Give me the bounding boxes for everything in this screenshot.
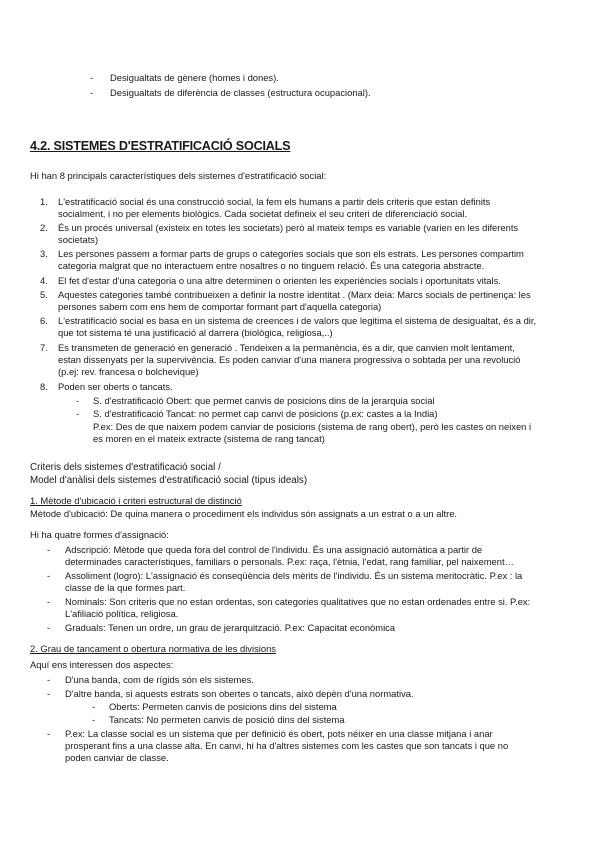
aspects-intro: Aquí ens interessen dos aspectes: (30, 659, 174, 670)
list-number: 6. (40, 315, 48, 326)
aspect-sub-item: Oberts: Permeten canvis de posicions dins del sistema (109, 701, 337, 712)
method-heading: 1. Mètode d'ubicació i criteri estructural de distinció (30, 495, 242, 506)
form-item-line: L'afiliació política, religiosa. (65, 608, 179, 619)
form-item-line: Nominals: Son criteris que no estan ordentas, son categories qualitatives que no estan ordenades entre si. P.ex: (65, 596, 531, 607)
closure-heading: 2. Grau de tancament o obertura normativa de les divisions (30, 643, 276, 654)
list-item-line: categoria malgrat que no interactuem entre nosaltres o no tinguem relació. És una categoria abstracte. (58, 260, 485, 271)
bullet-dash: - (47, 596, 51, 607)
example-line: poden canviar de classe. (65, 752, 169, 763)
bullet-dash: - (47, 674, 51, 685)
list-item-line: persones sabem com ens hem de comportar formant part d'aquella categoria) (58, 301, 382, 312)
form-item-line: Assoliment (logro): L'assignació és conseqüència dels mèrits de l'individu. És un sistema meritocràtic. P.ex : la (65, 570, 523, 581)
list-item-line: que tot sistema té una justificació al darrera (biològica, religiosa,..) (58, 327, 333, 338)
list-number: 8. (40, 381, 48, 392)
list-item-line: estan dissenyats per la supervivència. Es poden canviar d'una manera progressiva o sobtada per una revolució (58, 354, 521, 365)
method-definition: Mètode d'ubicació: De quina manera o procediment els individus són assignats a un estrat o a un altre. (30, 508, 458, 519)
list-item-line: Aquestes categories també contribueixen a definir la nostre identitat . (Marx deia: Marcs socials de pertinença: les (58, 289, 531, 300)
list-item-line: L'estratificació social és una construcció social, la fem els humans a partir dels criteris que estan definits (58, 196, 491, 207)
intro-text: Hi han 8 principals característiques dels sistemes d'estratificació social: (30, 170, 327, 181)
list-item-line: socialment, i no per elements biològics. Cada societat defineix el seu criteri de diferenciació social. (58, 208, 468, 219)
list-item-line: societats) (58, 234, 99, 245)
list-item-line: El fet d'estar d'una categoria o una altre determinen o orienten les experiències socials i oportunitats vitals. (58, 275, 501, 286)
bullet-dash: - (90, 87, 94, 98)
sub-list-item: S. d'estratificació Obert: que permet canvis de posicions dins de la jerarquia social (93, 395, 435, 406)
bullet-dash: - (92, 701, 96, 712)
list-number: 1. (40, 196, 48, 207)
section-title: 4.2. SISTEMES D'ESTRATIFICACIÓ SOCIALS (30, 139, 291, 153)
criteria-heading: Criteris dels sistemes d'estratificació social / (30, 462, 221, 473)
list-number: 2. (40, 222, 48, 233)
bullet-dash: - (76, 395, 80, 406)
list-item: Desigualtats de diferència de classes (estructura ocupacional). (110, 87, 371, 98)
example-line: prosperant fins a una classe alta. En canvi, hi ha d'altres sistemes com les castes que son tancats i que no (65, 740, 509, 751)
bullet-dash: - (47, 728, 51, 739)
bullet-dash: - (76, 408, 80, 419)
list-number: 7. (40, 342, 48, 353)
bullet-dash: - (47, 688, 51, 699)
bullet-dash: - (47, 570, 51, 581)
sub-list-item: S. d'estratificació Tancat: no permet cap canvi de posicions (p.ex: castes a la India) (93, 408, 438, 419)
example-line: P.ex: La classe social es un sistema que per definició és obert, pots néixer en una classe mitjana i anar (65, 728, 493, 739)
bullet-dash: - (90, 72, 94, 83)
example-line: P.ex: Des de que naixem podem canviar de posicions (sistema de rang obert), però les castes on neixen i (93, 421, 532, 432)
aspect-sub-item: Tancats: No permeten canvis de posició dins del sistema (109, 714, 345, 725)
list-number: 4. (40, 275, 48, 286)
forms-intro: Hi ha quatre formes d'assignació: (30, 529, 169, 540)
list-item-line: És un procés universal (existeix en totes les societats) però al mateix temps es variable (varien en les diferents (58, 222, 519, 233)
list-item: Desigualtats de gènere (homes i dones). (110, 72, 279, 83)
list-number: 3. (40, 248, 48, 259)
form-item-line: Graduals: Tenen un ordre, un grau de jerarquització. P.ex: Capacitat econòmica (65, 622, 396, 633)
example-line: es moren en el mateix extracte (sistema de rang tancat) (93, 433, 325, 444)
list-item-line: (p.ej: rev. francesa o bolchevique) (58, 366, 199, 377)
form-item-line: determinades característiques, familiars o personals. P.ex: raça, l'ètnia, l'edat, rang familiar, pel naixement… (65, 556, 514, 567)
form-item-line: Adscripció: Mètode que queda fora del control de l'individu. És una assignació automàtica a partir de (65, 544, 483, 555)
list-item-line: Poden ser oberts o tancats. (58, 381, 173, 392)
list-item-line: L'estratificació social es basa en un sistema de creences i de valors que legitima el sistema de desigualtat, és a dir, (58, 315, 537, 326)
bullet-dash: - (47, 622, 51, 633)
bullet-dash: - (92, 714, 96, 725)
aspect-item: D'altre banda, si aquests estrats son obertes o tancats, això depèn d'una normativa. (65, 688, 414, 699)
form-item-line: classe de la que formes part. (65, 582, 186, 593)
aspect-item: D'una banda, com de rígids són els sistemes. (65, 674, 254, 685)
list-number: 5. (40, 289, 48, 300)
criteria-heading: Model d'anàlisi dels sistemes d'estratificació social (tipus ideals) (30, 475, 308, 486)
list-item-line: Les persones passem a formar parts de grups o categories socials que son els estrats. Les persones compartim (58, 248, 524, 259)
list-item-line: Es transmeten de generació en generació . Tendeixen a la permanència, és a dir, que canvien molt lentament, (58, 342, 515, 353)
bullet-dash: - (47, 544, 51, 555)
